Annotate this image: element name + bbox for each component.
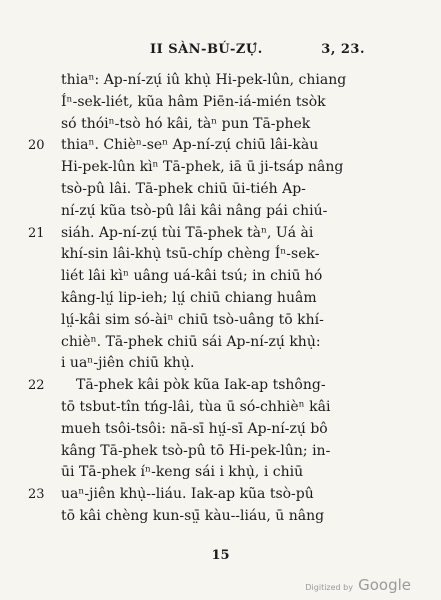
text-line	[0, 441, 441, 463]
line-text: tō tsbut-tîn tńg-lâi, tùa ū só-chhièⁿ kâi	[61, 398, 331, 415]
line-text: kâng-lṳ́ lip-ieh; lṳ́ chiū chiang huâm	[61, 289, 317, 306]
line-text: mueh tsôi-tsôi: nā-sī hṳ́-sī Ap-ní-zụ́ bô	[61, 420, 328, 437]
verse-number: 22	[28, 378, 45, 394]
line-text: ūi Tā-phek íⁿ-keng sái i khụ̀, i chiū	[61, 464, 304, 481]
text-line	[0, 419, 441, 441]
line-text: kâng Tā-phek tsò-pû tō Hi-pek-lûn; in-	[61, 442, 331, 459]
text-line	[0, 223, 441, 245]
text-line	[0, 92, 441, 114]
line-text: siáh. Ap-ní-zụ́ tùi Tā-phek tàⁿ, Uá ài	[61, 224, 314, 241]
line-text: tsò-pû lâi. Tā-phek chiū ūi-tiéh Ap-	[61, 180, 306, 197]
text-line	[0, 266, 441, 288]
line-text: lṳ́-kâi sim só-àiⁿ chiū tsò-uâng tō khí-	[61, 311, 324, 328]
text-line	[0, 201, 441, 223]
watermark-brand: Google	[358, 576, 411, 594]
text-line	[0, 310, 441, 332]
text-line	[0, 135, 441, 157]
verse-number: 23	[28, 487, 45, 503]
text-line	[0, 484, 441, 506]
line-text: Tā-phek kâi pòk kũa Iak-ap tshông-	[76, 377, 326, 394]
line-text: thiaⁿ. Chièⁿ-seⁿ Ap-ní-zụ́ chiū lâi-kàu	[61, 137, 319, 154]
line-text: ní-zụ́ kũa tsò-pû lâi kâi nâng pái chiú-	[61, 202, 328, 219]
verse-number: 20	[28, 138, 45, 154]
text-line	[0, 157, 441, 179]
line-text: i uaⁿ-jiên chiū khụ̀.	[61, 355, 195, 372]
text-line	[0, 114, 441, 136]
text-line	[0, 506, 441, 528]
text-line	[0, 70, 441, 92]
watermark-prefix: Digitized by	[305, 583, 353, 592]
running-header	[150, 42, 365, 57]
line-text: só thóiⁿ-tsò hó kâi, tàⁿ pun Tā-phek	[61, 115, 311, 132]
line-text: thiaⁿ: Ap-ní-zụ́ iû khụ̀ Hi-pek-lûn, chiang	[61, 72, 347, 88]
google-watermark	[305, 575, 411, 594]
line-text: Íⁿ-sek-liét, kũa hâm Piēn-iá-mién tsòk	[61, 93, 326, 110]
text-body	[0, 70, 441, 528]
running-header-title: II SÀN-BÚ-ZỤ́.	[150, 42, 263, 57]
text-line	[0, 288, 441, 310]
running-header-reference: 3, 23.	[321, 42, 365, 57]
text-line	[0, 179, 441, 201]
page-number: 15	[211, 548, 230, 563]
line-text: liét lâi kìⁿ uâng uá-kâi tsú; in chiū hó	[61, 268, 323, 285]
line-text: uaⁿ-jiên khụ̀--liáu. Iak-ap kũa tsò-pû	[61, 486, 314, 503]
line-text: Hi-pek-lûn kìⁿ Tā-phek, iā ū ji-tsáp nâng	[61, 159, 344, 176]
line-text: chièⁿ. Tā-phek chiū sái Ap-ní-zụ́ khụ̀:	[61, 333, 321, 350]
text-line	[0, 332, 441, 354]
line-text: khí-sin lâi-khụ̀ tsū-chíp chèng Íⁿ-sek-	[61, 246, 320, 263]
text-line	[0, 244, 441, 266]
text-line	[0, 353, 441, 375]
line-text: tō kâi chèng kun-sṳ̄ kàu--liáu, ū nâng	[61, 507, 325, 524]
verse-number: 21	[28, 225, 45, 241]
text-line	[0, 375, 441, 397]
text-line	[0, 397, 441, 419]
text-line	[0, 462, 441, 484]
